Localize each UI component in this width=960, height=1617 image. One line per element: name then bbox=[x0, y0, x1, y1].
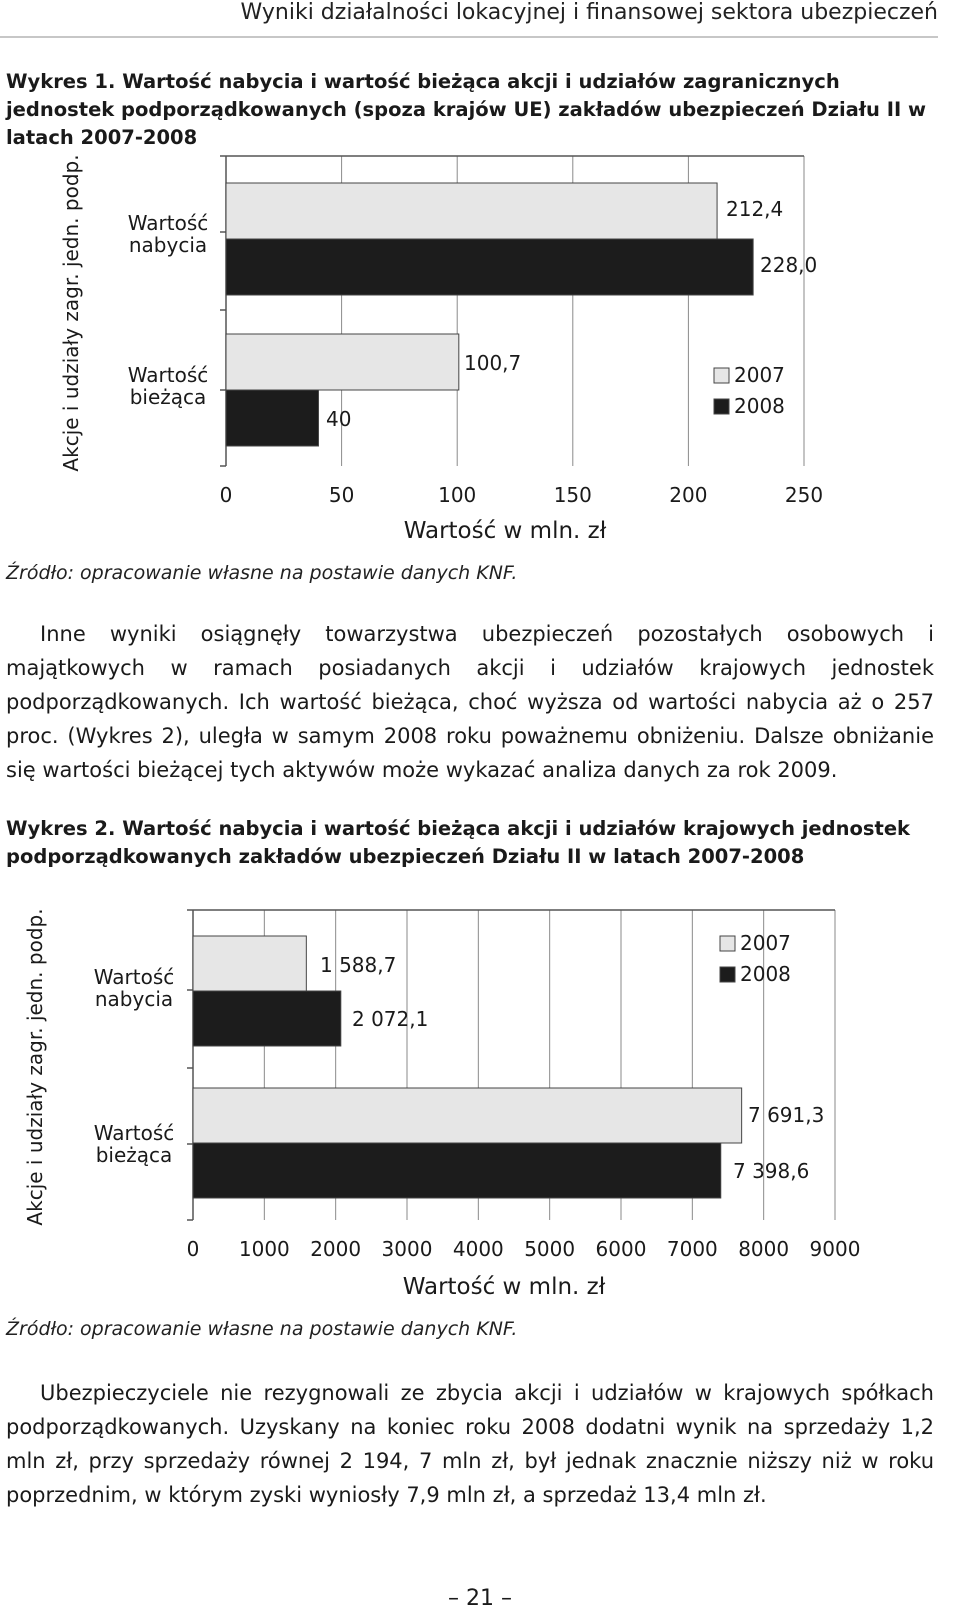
bar-2007-1 bbox=[193, 936, 306, 991]
legend-swatch-2007 bbox=[720, 936, 735, 951]
paragraph-2 bbox=[6, 1376, 934, 1512]
paragraph-2-text: Ubezpieczyciele nie rezygnowali ze zbycia akcji i udziałów w krajowych spółkach podporządkowanych. Uzyskany na koniec roku 2008 dodatni wynik na sprzedaży 1,2 mln zł, przy sprzedaży równej 2 194, 7 mln zł, był jednak znacznie niższy niż w roku poprzednim, w którym zyski wyniosły 7,9 mln zł, a sprzedaż 13,4 mln zł. bbox=[6, 1381, 934, 1507]
category-label: Wartość bbox=[93, 965, 175, 989]
data-label: 7 398,6 bbox=[733, 1159, 810, 1183]
x-tick-label: 5000 bbox=[524, 1237, 576, 1261]
legend-swatch-2007 bbox=[714, 368, 729, 383]
bar-2007-2 bbox=[226, 334, 459, 390]
paragraph-1 bbox=[6, 617, 934, 787]
figure2-chart-svg bbox=[0, 900, 960, 1300]
x-tick-label: 6000 bbox=[595, 1237, 647, 1261]
x-tick-label: 250 bbox=[784, 483, 824, 507]
bar-2008-2 bbox=[193, 1143, 721, 1198]
category-label: Wartość bbox=[127, 363, 209, 387]
category-label: bieżąca bbox=[95, 1143, 173, 1167]
header-divider bbox=[0, 36, 938, 38]
x-tick-label: 3000 bbox=[381, 1237, 433, 1261]
figure1-caption: Wykres 1. Wartość nabycia i wartość bieżąca akcji i udziałów zagranicznych jednostek podporządkowanych (spoza krajów UE) zakładów ubezpieczeń Działu II w latach 2007-2008 bbox=[6, 70, 927, 149]
category-label: nabycia bbox=[128, 233, 208, 257]
x-axis-title: Wartość w mln. zł bbox=[402, 1274, 606, 1300]
figure1-chart bbox=[0, 150, 960, 554]
legend-label-2008: 2008 bbox=[734, 394, 785, 418]
legend-label-2007: 2007 bbox=[734, 363, 785, 387]
figure1-chart-svg bbox=[0, 150, 960, 550]
legend-label-2008: 2008 bbox=[740, 962, 791, 986]
data-label: 228,0 bbox=[760, 253, 818, 277]
bar-2008-1 bbox=[226, 239, 753, 295]
legend-swatch-2008 bbox=[720, 967, 735, 982]
x-axis-title: Wartość w mln. zł bbox=[403, 518, 607, 544]
category-label: Wartość bbox=[127, 211, 209, 235]
x-tick-label: 0 bbox=[186, 1237, 200, 1261]
bar-2008-1 bbox=[193, 991, 341, 1046]
category-axis-title: Akcje i udziały zagr. jedn. podp. bbox=[23, 908, 47, 1226]
data-label: 7 691,3 bbox=[748, 1103, 825, 1127]
figure2-source: Źródło: opracowanie własne na postawie danych KNF. bbox=[6, 1318, 518, 1340]
x-tick-label: 4000 bbox=[452, 1237, 504, 1261]
running-header: Wyniki działalności lokacyjnej i finansowej sektora ubezpieczeń bbox=[240, 0, 938, 25]
bar-2007-2 bbox=[193, 1088, 742, 1143]
page-number: – 21 – bbox=[448, 1586, 512, 1611]
category-label: bieżąca bbox=[129, 385, 207, 409]
data-label: 40 bbox=[326, 407, 352, 431]
x-tick-label: 200 bbox=[669, 483, 708, 507]
x-tick-label: 0 bbox=[219, 483, 233, 507]
figure1-source: Źródło: opracowanie własne na postawie danych KNF. bbox=[6, 562, 518, 584]
figure2-chart bbox=[0, 900, 960, 1304]
category-label: nabycia bbox=[94, 987, 174, 1011]
x-tick-label: 8000 bbox=[738, 1237, 790, 1261]
x-tick-label: 100 bbox=[438, 483, 477, 507]
x-tick-label: 9000 bbox=[809, 1237, 861, 1261]
legend-label-2007: 2007 bbox=[740, 931, 791, 955]
legend-swatch-2008 bbox=[714, 399, 729, 414]
category-axis-title: Akcje i udziały zagr. jedn. podp. bbox=[59, 154, 83, 472]
x-tick-label: 150 bbox=[553, 483, 592, 507]
figure2-caption: Wykres 2. Wartość nabycia i wartość bieżąca akcji i udziałów krajowych jednostek podporządkowanych zakładów ubezpieczeń Działu II w latach 2007-2008 bbox=[6, 817, 911, 868]
x-tick-label: 50 bbox=[328, 483, 355, 507]
data-label: 100,7 bbox=[464, 351, 522, 375]
bar-2007-1 bbox=[226, 183, 717, 239]
paragraph-1-text: Inne wyniki osiągnęły towarzystwa ubezpieczeń pozostałych osobowych i majątkowych w ramach posiadanych akcji i udziałów krajowych jednostek podporządkowanych. Ich wartość bieżąca, choć wyższa od wartości nabycia aż o 257 proc. (Wykres 2), uległa w samym 2008 roku poważnemu obniżeniu. Dalsze obniżanie się wartości bieżącej tych aktywów może wykazać analiza danych za rok 2009. bbox=[6, 622, 934, 782]
x-tick-label: 2000 bbox=[310, 1237, 362, 1261]
bar-2008-2 bbox=[226, 390, 318, 446]
data-label: 212,4 bbox=[726, 197, 784, 221]
x-tick-label: 7000 bbox=[666, 1237, 718, 1261]
x-tick-label: 1000 bbox=[238, 1237, 290, 1261]
data-label: 1 588,7 bbox=[320, 953, 397, 977]
category-label: Wartość bbox=[93, 1121, 175, 1145]
data-label: 2 072,1 bbox=[352, 1007, 429, 1031]
